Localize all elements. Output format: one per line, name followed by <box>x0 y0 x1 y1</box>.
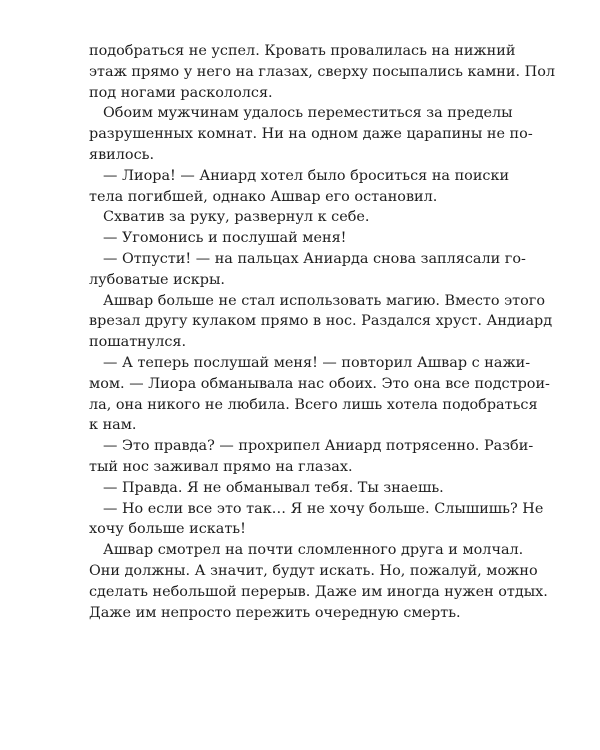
text-line: — Правда. Я не обманывал тебя. Ты знаешь. <box>103 479 444 496</box>
text-line: явилось. <box>89 146 155 163</box>
text-line: врезал другу кулаком прямо в нос. Раздался хруст. Андиард <box>89 313 553 330</box>
text-line: — Но если все это так… Я не хочу больше. Слышишь? Не <box>103 500 544 517</box>
text-line: — Угомонись и послушай меня! <box>103 230 347 247</box>
text-line: Схватив за руку, развернул к себе. <box>103 209 370 226</box>
text-line: сделать небольшой перерыв. Даже им иногда нужен отдых. <box>89 583 548 600</box>
text-line: под ногами раскололся. <box>89 84 273 101</box>
text-line: Ашвар смотрел на почти сломленного друга и молчал. <box>103 542 524 559</box>
text-line: лубоватые искры. <box>89 271 226 288</box>
text-line: — Лиора! — Аниард хотел было броситься на поиски <box>103 167 510 184</box>
text-line: Обоим мужчинам удалось переместиться за пределы <box>103 105 513 122</box>
text-line: тела погибшей, однако Ашвар его остановил. <box>89 188 438 205</box>
text-line: пошатнулся. <box>89 334 187 351</box>
text-line: мом. — Лиора обманывала нас обоих. Это она все подстрои- <box>89 375 550 392</box>
text-line: Ашвар больше не стал использовать магию. Вместо этого <box>103 292 545 309</box>
text-line: разрушенных комнат. Ни на одном даже царапины не по- <box>89 126 533 143</box>
text-line: этаж прямо у него на глазах, сверху посыпались камни. Пол <box>89 63 555 80</box>
body-text <box>89 41 555 623</box>
text-line: подобраться не успел. Кровать провалилась на нижний <box>89 43 516 59</box>
text-line: тый нос заживал прямо на глазах. <box>89 458 353 475</box>
text-line: Они должны. А значит, будут искать. Но, пожалуй, можно <box>89 562 538 579</box>
text-line: — Это правда? — прохрипел Аниард потрясенно. Разби- <box>103 438 534 455</box>
text-line: хочу больше искать! <box>89 521 246 538</box>
text-line: — А теперь послушай меня! — повторил Ашвар с нажи- <box>103 354 531 371</box>
text-line: — Отпусти! — на пальцах Аниарда снова заплясали го- <box>103 250 526 267</box>
text-line: к нам. <box>89 417 137 434</box>
text-line: ла, она никого не любила. Всего лишь хотела подобраться <box>89 396 538 413</box>
text-line: Даже им непросто пережить очередную смерть. <box>89 604 461 621</box>
